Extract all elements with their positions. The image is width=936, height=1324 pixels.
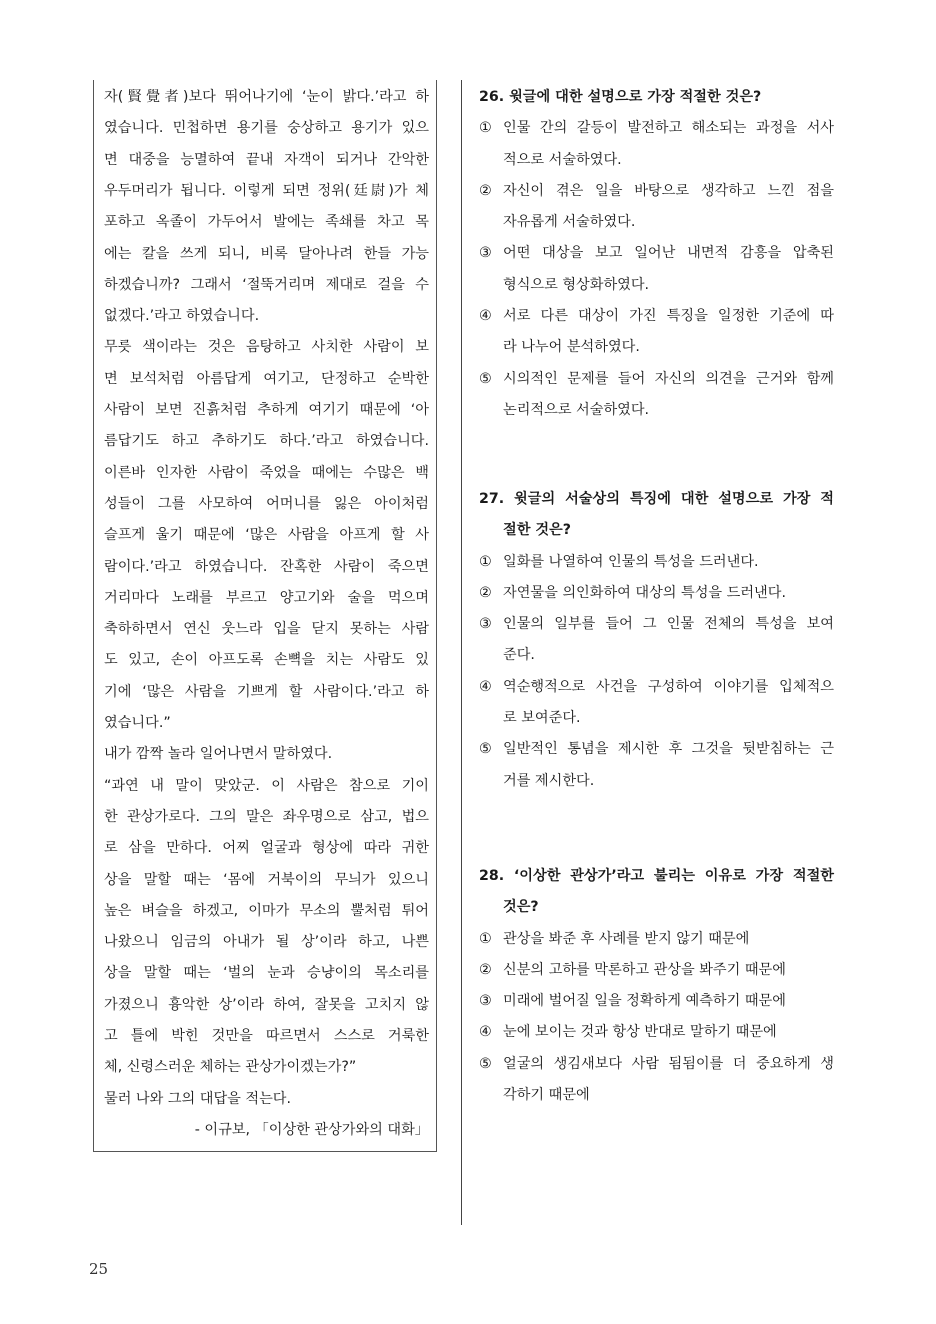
passage-line: 기에 ‘많은 사람을 기쁘게 할 사람이다.’라고 하	[104, 683, 429, 700]
passage-line: 높은 벼슬을 하겠고, 이마가 무소의 뿔처럼 튀어	[104, 902, 429, 919]
option-5[interactable]	[479, 734, 834, 765]
option-text: 얼굴의 생김새보다 사람 됨됨이를 더 중요하게 생	[503, 1055, 834, 1072]
passage-line: 물러 나와 그의 대답을 적는다.	[104, 1090, 292, 1107]
option-number: ④	[479, 1024, 492, 1041]
option-4[interactable]	[479, 301, 834, 332]
question-26	[479, 82, 834, 426]
option-text: 미래에 벌어질 일을 정확하게 예측하기 때문에	[503, 993, 786, 1010]
option-text-cont: 논리적으로 서술하였다.	[503, 401, 650, 418]
question-stem-cont: 것은?	[503, 899, 539, 916]
question-stem: 28. ‘이상한 관상가’라고 불리는 이유로 가장 적절한	[479, 868, 834, 884]
option-number: ⑤	[479, 1055, 492, 1072]
option-text-cont: 준다.	[503, 647, 535, 664]
passage-line: 내가 깜짝 놀라 일어나면서 말하였다.	[104, 746, 333, 763]
passage-line: 축하하면서 연신 웃느라 입을 닫지 못하는 사람	[104, 621, 429, 638]
option-text: 어떤 대상을 보고 일어난 내면적 감흥을 압축된	[503, 245, 834, 262]
passage-line: 로 삼을 만하다. 어찌 얼굴과 형상에 따라 귀한	[104, 840, 429, 857]
option-4[interactable]	[479, 672, 834, 703]
option-text-cont: 형식으로 형상화하였다.	[503, 276, 650, 293]
option-text: 인물의 일부를 들어 그 인물 전체의 특성을 보여	[503, 616, 834, 633]
passage-line: 나왔으니 임금의 아내가 될 상’이라 하고, 나쁜	[104, 934, 429, 951]
option-text: 인물 간의 갈등이 발전하고 해소되는 과정을 서사	[503, 120, 834, 137]
option-text: 관상을 봐준 후 사례를 받지 않기 때문에	[503, 930, 750, 947]
passage-line: 가졌으니 흉악한 상’이라 하여, 잘못을 고치지 않	[104, 996, 429, 1013]
passage-line: 름답기도 하고 추하기도 하다.’라고 하였습니다.	[104, 433, 429, 450]
option-2[interactable]	[479, 955, 834, 986]
option-number: ②	[479, 584, 492, 601]
option-text-cont: 각하기 때문에	[503, 1087, 590, 1104]
passage-attribution: - 이규보, 「이상한 관상가와의 대화」	[194, 1121, 429, 1138]
page-number: 25	[89, 1260, 109, 1278]
option-text: 눈에 보이는 것과 항상 반대로 말하기 때문에	[503, 1024, 777, 1041]
option-number: ③	[479, 993, 492, 1010]
option-2[interactable]	[479, 176, 834, 207]
question-stem-cont: 절한 것은?	[503, 522, 571, 539]
passage-line: 거리마다 노래를 부르고 양고기와 술을 먹으며	[104, 589, 429, 606]
passage-line: 성들이 그를 사모하여 어머니를 잃은 아이처럼	[104, 495, 429, 512]
passage-line: 상을 말할 때는 ‘몸에 거북이의 무늬가 있으니	[104, 871, 429, 888]
passage-line: 사람이 보면 진흙처럼 추하게 여기기 때문에 ‘아	[104, 402, 429, 418]
option-number: ④	[479, 308, 492, 325]
passage-line: 무릇 색이라는 것은 음탕하고 사치한 사람이 보	[104, 339, 429, 356]
option-text: 자연물을 의인화하여 대상의 특성을 드러낸다.	[503, 584, 786, 601]
column-divider	[461, 80, 462, 1225]
passage-line: 면 보석처럼 아름답게 여기고, 단정하고 순박한	[104, 370, 429, 387]
option-text-cont: 로 보여준다.	[503, 710, 581, 727]
passage-box	[93, 80, 437, 1152]
option-text-cont: 라 나누어 분석하였다.	[503, 339, 640, 356]
passage-line: 슬프게 울기 때문에 ‘많은 사람을 아프게 할 사	[104, 527, 429, 544]
passage-line: 상을 말할 때는 ‘벌의 눈과 승냥이의 목소리를	[104, 965, 429, 982]
option-number: ③	[479, 616, 492, 633]
option-number: ⑤	[479, 741, 492, 758]
option-text: 서로 다른 대상이 가진 특징을 일정한 기준에 따	[503, 308, 834, 325]
question-28	[479, 861, 834, 1111]
question-27	[479, 484, 834, 797]
passage-line: 고 틀에 박힌 것만을 따르면서 스스로 거룩한	[104, 1028, 429, 1044]
option-4[interactable]	[479, 1017, 834, 1048]
option-5[interactable]	[479, 364, 834, 395]
passage-line: 였습니다. 민첩하면 용기를 숭상하고 용기가 있으	[104, 120, 429, 137]
passage-line: 우두머리가 됩니다. 이렇게 되면 정위(廷尉)가 체	[104, 182, 429, 199]
question-stem: 27. 윗글의 서술상의 특징에 대한 설명으로 가장 적	[479, 491, 834, 507]
passage-line: 없겠다.’라고 하였습니다.	[104, 308, 260, 325]
passage-line: 하겠습니까? 그래서 ‘절뚝거리며 제대로 걸을 수	[104, 276, 429, 293]
option-3[interactable]	[479, 238, 834, 269]
passage-line: 이른바 인자한 사람이 죽었을 때에는 수많은 백	[104, 464, 429, 481]
option-2[interactable]	[479, 578, 834, 609]
passage-line: 였습니다.”	[104, 715, 171, 731]
passage-line: 포하고 옥졸이 가두어서 발에는 족쇄를 차고 목	[104, 214, 429, 231]
option-text: 일화를 나열하여 인물의 특성을 드러낸다.	[503, 553, 759, 570]
option-number: ③	[479, 245, 492, 262]
option-3[interactable]	[479, 609, 834, 640]
option-1[interactable]	[479, 924, 834, 955]
option-number: ②	[479, 961, 492, 978]
option-1[interactable]	[479, 547, 834, 578]
passage-line: “과연 내 말이 맞았군. 이 사람은 참으로 기이	[104, 777, 429, 794]
option-number: ②	[479, 182, 492, 199]
passage-line: 도 있고, 손이 아프도록 손뼉을 치는 사람도 있	[104, 652, 429, 669]
question-stem: 26. 윗글에 대한 설명으로 가장 적절한 것은?	[479, 89, 762, 105]
option-text-cont: 적으로 서술하였다.	[503, 151, 622, 168]
option-text: 자신이 겪은 일을 바탕으로 생각하고 느낀 점을	[503, 182, 834, 199]
option-text: 시의적인 문제를 들어 자신의 의견을 근거와 함께	[503, 370, 834, 387]
passage-line: 한 관상가로다. 그의 말은 좌우명으로 삼고, 법으	[104, 808, 429, 825]
option-number: ①	[479, 120, 492, 137]
option-5[interactable]	[479, 1049, 834, 1080]
passage-line: 체, 신령스러운 체하는 관상가이겠는가?”	[104, 1059, 357, 1076]
option-number: ①	[479, 930, 492, 947]
option-1[interactable]	[479, 113, 834, 144]
passage-line: 면 대중을 능멸하여 끝내 자객이 되거나 간악한	[104, 151, 429, 168]
option-text: 역순행적으로 사건을 구성하여 이야기를 입체적으	[503, 678, 834, 695]
passage-line: 람이다.’라고 하였습니다. 잔혹한 사람이 죽으면	[104, 558, 429, 575]
option-text: 일반적인 통념을 제시한 후 그것을 뒷받침하는 근	[503, 741, 834, 758]
option-text: 신분의 고하를 막론하고 관상을 봐주기 때문에	[503, 961, 786, 978]
option-text-cont: 자유롭게 서술하였다.	[503, 214, 636, 231]
option-number: ①	[479, 553, 492, 570]
passage-line: 에는 칼을 쓰게 되니, 비록 달아나려 한들 가능	[104, 245, 429, 262]
option-number: ⑤	[479, 370, 492, 387]
option-3[interactable]	[479, 986, 834, 1017]
passage-line: 자(賢覺者)보다 뛰어나기에 ‘눈이 밝다.’라고 하	[104, 89, 429, 105]
option-number: ④	[479, 678, 492, 695]
option-text-cont: 거를 제시한다.	[503, 772, 595, 789]
